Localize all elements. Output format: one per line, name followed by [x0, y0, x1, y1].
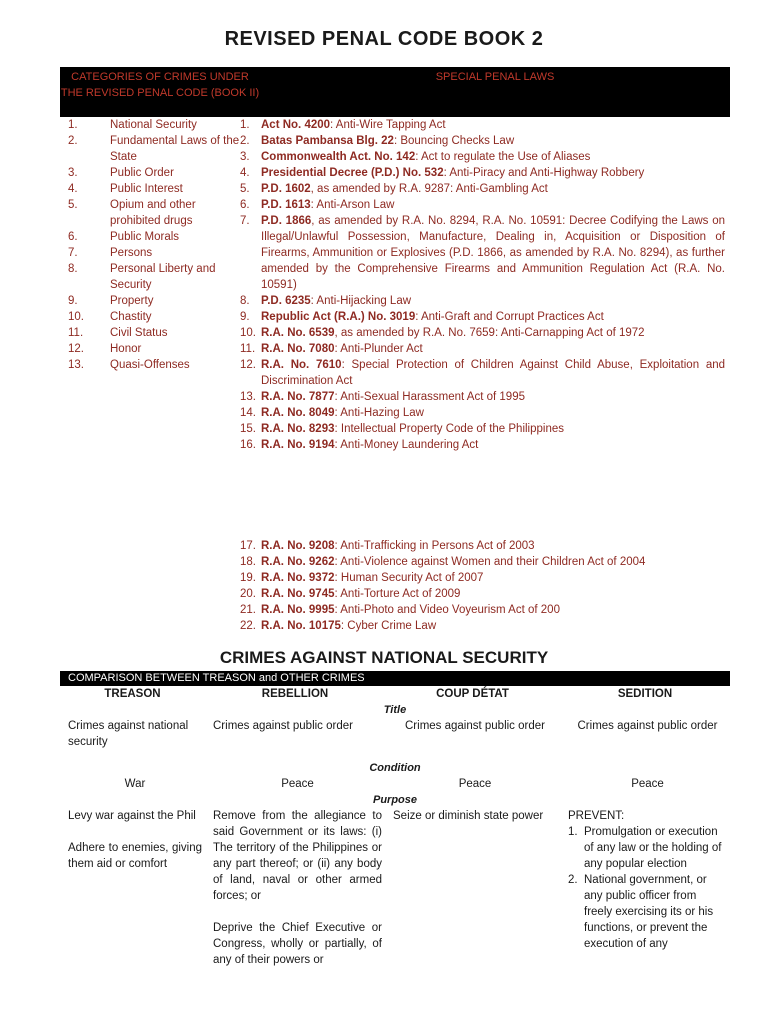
- col-rebellion: REBELLION: [261, 688, 329, 700]
- law-citation: R.A. No. 9262: [261, 556, 335, 568]
- law-number: 13.: [240, 391, 256, 403]
- condition-row: [60, 776, 730, 792]
- law-text: Commonwealth Act. No. 142: Act to regulate the Use of Aliases: [261, 151, 591, 163]
- purpose-rebellion-2: Deprive the Chief Executive or Congress, wholly or partially, of any of their powers or: [213, 922, 382, 966]
- category-item: [60, 293, 240, 309]
- law-citation: P.D. 1602: [261, 183, 311, 195]
- condition-coup: Peace: [458, 778, 492, 790]
- law-text: Republic Act (R.A.) No. 3019: Anti-Graft and Corrupt Practices Act: [261, 311, 604, 323]
- law-item: [240, 405, 725, 421]
- condition-treason: War: [124, 778, 146, 790]
- law-citation: R.A. No. 6539: [261, 327, 335, 339]
- law-text: Presidential Decree (P.D.) No. 532: Anti-Piracy and Anti-Highway Robbery: [261, 167, 645, 179]
- category-number: 4.: [68, 183, 78, 195]
- law-item: [240, 357, 725, 389]
- category-item: [60, 245, 240, 261]
- law-text: R.A. No. 9745: Anti-Torture Act of 2009: [261, 588, 461, 600]
- category-item: [60, 341, 240, 357]
- title-treason: Crimes against national security: [68, 720, 189, 748]
- law-item: [240, 570, 725, 586]
- law-number: 9.: [240, 311, 250, 323]
- law-item: [240, 602, 725, 618]
- col-treason: TREASON: [104, 688, 161, 700]
- law-citation: Batas Pambansa Blg. 22: [261, 135, 394, 147]
- law-item: [240, 309, 725, 325]
- condition-rebellion: Peace: [281, 778, 314, 790]
- comparison-bar: COMPARISON BETWEEN TREASON and OTHER CRIMES: [60, 671, 730, 686]
- law-number: 19.: [240, 572, 256, 584]
- category-label: National Security: [110, 119, 197, 131]
- law-citation: Commonwealth Act. No. 142: [261, 151, 416, 163]
- law-number: 18.: [240, 556, 256, 568]
- law-number: 16.: [240, 439, 256, 451]
- law-number: 5.: [240, 183, 250, 195]
- category-label: Personal Liberty and Security: [110, 263, 216, 291]
- law-number: 10.: [240, 327, 256, 339]
- law-number: 17.: [240, 540, 256, 552]
- purpose-treason-2: Adhere to enemies, giving them aid or comfort: [68, 842, 202, 870]
- law-citation: P.D. 1866: [261, 215, 312, 227]
- title-sedition: Crimes against public order: [577, 720, 718, 732]
- sedition-item-text: National government, or any public officer from freely exercising its or his functions, or prevent the execution of any: [584, 874, 714, 950]
- purpose-row: [60, 808, 730, 968]
- category-item: [60, 181, 240, 197]
- law-number: 4.: [240, 167, 250, 179]
- law-number: 8.: [240, 295, 250, 307]
- law-number: 15.: [240, 423, 256, 435]
- category-label: Public Order: [110, 167, 174, 179]
- sedition-item-number: 1.: [568, 826, 578, 838]
- category-number: 9.: [68, 295, 78, 307]
- law-text: R.A. No. 6539, as amended by R.A. No. 7659: Anti-Carnapping Act of 1972: [261, 327, 645, 339]
- law-text: P.D. 1602, as amended by R.A. 9287: Anti-Gambling Act: [261, 183, 548, 195]
- law-text: R.A. No. 8293: Intellectual Property Code of the Philippines: [261, 423, 564, 435]
- category-item: [60, 309, 240, 325]
- category-number: 10.: [68, 311, 84, 323]
- law-citation: R.A. No. 10175: [261, 620, 341, 632]
- law-item: [240, 437, 725, 453]
- column-headers: [60, 686, 730, 702]
- law-citation: R.A. No. 7610: [261, 359, 342, 371]
- category-label: Civil Status: [110, 327, 168, 339]
- category-item: [60, 325, 240, 341]
- title-rebellion: Crimes against public order: [213, 720, 353, 732]
- law-item: [240, 165, 725, 181]
- category-label: Chastity: [110, 311, 152, 323]
- category-number: 11.: [68, 327, 84, 339]
- law-text: R.A. No. 7877: Anti-Sexual Harassment Act of 1995: [261, 391, 525, 403]
- law-number: 1.: [240, 119, 250, 131]
- category-number: 13.: [68, 359, 84, 371]
- category-item: [60, 165, 240, 181]
- law-number: 22.: [240, 620, 256, 632]
- law-citation: R.A. No. 9745: [261, 588, 335, 600]
- special-laws-list: [240, 117, 725, 453]
- col-coup: COUP DÉTAT: [436, 688, 509, 700]
- condition-sedition: Peace: [631, 778, 664, 790]
- law-number: 6.: [240, 199, 250, 211]
- law-number: 3.: [240, 151, 250, 163]
- law-citation: R.A. No. 9208: [261, 540, 335, 552]
- law-text: R.A. No. 9194: Anti-Money Laundering Act: [261, 439, 479, 451]
- category-item: [60, 117, 240, 133]
- law-item: [240, 421, 725, 437]
- law-item: [240, 341, 725, 357]
- law-text: R.A. No. 9208: Anti-Trafficking in Persons Act of 2003: [261, 540, 535, 552]
- category-number: 8.: [68, 263, 78, 275]
- law-citation: R.A. No. 8049: [261, 407, 335, 419]
- purpose-treason: [60, 808, 205, 968]
- law-number: 7.: [240, 215, 250, 227]
- law-text: P.D. 1613: Anti-Arson Law: [261, 199, 395, 211]
- section-title: CRIMES AGAINST NATIONAL SECURITY: [219, 648, 549, 667]
- law-citation: R.A. No. 9372: [261, 572, 335, 584]
- title-coup: Crimes against public order: [405, 720, 545, 732]
- category-label: Persons: [110, 247, 153, 259]
- category-item: [60, 229, 240, 245]
- law-text: R.A. No. 9995: Anti-Photo and Video Voyeurism Act of 200: [261, 604, 560, 616]
- title-row: [60, 718, 730, 750]
- law-number: 2.: [240, 135, 250, 147]
- law-text: Batas Pambansa Blg. 22: Bouncing Checks Law: [261, 135, 515, 147]
- law-text: R.A. No. 7080: Anti-Plunder Act: [261, 343, 423, 355]
- law-item: [240, 133, 725, 149]
- law-citation: R.A. No. 9995: [261, 604, 335, 616]
- comparison-table: [60, 686, 730, 968]
- law-item: [240, 181, 725, 197]
- law-citation: P.D. 1613: [261, 199, 311, 211]
- law-citation: Act No. 4200: [261, 119, 331, 131]
- subhead-purpose: Purpose: [372, 794, 417, 806]
- law-citation: R.A. No. 7080: [261, 343, 335, 355]
- category-item: [60, 357, 240, 373]
- law-citation: R.A. No. 9194: [261, 439, 335, 451]
- law-number: 14.: [240, 407, 256, 419]
- category-item: [60, 133, 240, 165]
- law-citation: R.A. No. 7877: [261, 391, 335, 403]
- special-laws-list-continued: [240, 538, 725, 634]
- law-citation: Republic Act (R.A.) No. 3019: [261, 311, 416, 323]
- category-number: 1.: [68, 119, 78, 131]
- law-item: [240, 586, 725, 602]
- purpose-rebellion-1: Remove from the allegiance to said Government or its laws: (i) The territory of the Philippines or any part thereof; or (ii) any body of land, naval or other armed forces; or: [213, 810, 382, 902]
- law-item: [240, 538, 725, 554]
- law-item: [240, 293, 725, 309]
- law-text: R.A. No. 7610: Special Protection of Children Against Child Abuse, Exploitation and Discrimination Act: [261, 359, 726, 387]
- header-special-laws: SPECIAL PENAL LAWS: [435, 71, 555, 83]
- sedition-intro: PREVENT:: [568, 810, 625, 822]
- law-item: [240, 554, 725, 570]
- law-item: [240, 213, 725, 293]
- law-number: 11.: [240, 343, 256, 355]
- law-number: 21.: [240, 604, 256, 616]
- category-number: 2.: [68, 135, 78, 147]
- category-item: [60, 197, 240, 229]
- law-number: 20.: [240, 588, 256, 600]
- law-citation: Presidential Decree (P.D.) No. 532: [261, 167, 444, 179]
- category-label: Public Morals: [110, 231, 180, 243]
- category-number: 3.: [68, 167, 78, 179]
- law-text: Act No. 4200: Anti-Wire Tapping Act: [261, 119, 446, 131]
- sedition-item: [568, 824, 727, 872]
- law-text: P.D. 1866, as amended by R.A. No. 8294, R.A. No. 10591: Decree Codifying the Laws on Illegal/Unlawful Possession, Manufacture, Dealing in, Acquisition or Disposition of Firearms, Ammunition or Explosives (P.D. 1866, as amended by R.A. No. 8294), as further amended by the Comprehensive Firearms and Ammunition Regulation Act (R.A. No. 10591): [261, 215, 725, 291]
- category-item: [60, 261, 240, 293]
- purpose-coup: Seize or diminish state power: [393, 810, 544, 822]
- law-citation: P.D. 6235: [261, 295, 311, 307]
- category-number: 7.: [68, 247, 78, 259]
- law-item: [240, 149, 725, 165]
- sedition-item-number: 2.: [568, 874, 578, 886]
- table-header: [60, 67, 730, 117]
- law-text: R.A. No. 8049: Anti-Hazing Law: [261, 407, 424, 419]
- law-number: 12.: [240, 359, 256, 371]
- law-item: [240, 197, 725, 213]
- category-label: Honor: [110, 343, 142, 355]
- law-item: [240, 117, 725, 133]
- law-text: R.A. No. 10175: Cyber Crime Law: [261, 620, 437, 632]
- category-label: Fundamental Laws of the State: [110, 135, 240, 163]
- category-number: 6.: [68, 231, 78, 243]
- purpose-sedition: [560, 808, 730, 968]
- category-number: 5.: [68, 199, 78, 211]
- sedition-list: [568, 824, 727, 952]
- category-label: Opium and other prohibited drugs: [110, 199, 196, 227]
- subhead-condition: Condition: [369, 762, 421, 774]
- purpose-treason-1: Levy war against the Phil: [68, 810, 196, 822]
- purpose-rebellion: [205, 808, 385, 968]
- sedition-item: [568, 872, 727, 952]
- subhead-title: Title: [383, 704, 407, 716]
- categories-list: [60, 117, 240, 373]
- law-citation: R.A. No. 8293: [261, 423, 335, 435]
- law-item: [240, 618, 725, 634]
- category-number: 12.: [68, 343, 84, 355]
- category-label: Quasi-Offenses: [110, 359, 190, 371]
- page-title: REVISED PENAL CODE BOOK 2: [224, 28, 544, 50]
- law-text: R.A. No. 9262: Anti-Violence against Women and their Children Act of 2004: [261, 556, 646, 568]
- header-categories: CATEGORIES OF CRIMES UNDER THE REVISED PENAL CODE (BOOK II): [60, 71, 260, 99]
- law-item: [240, 325, 725, 341]
- category-label: Public Interest: [110, 183, 183, 195]
- category-label: Property: [110, 295, 154, 307]
- law-text: R.A. No. 9372: Human Security Act of 2007: [261, 572, 484, 584]
- sedition-item-text: Promulgation or execution of any law or the holding of any popular election: [584, 826, 722, 870]
- law-text: P.D. 6235: Anti-Hijacking Law: [261, 295, 412, 307]
- col-sedition: SEDITION: [617, 688, 673, 700]
- law-item: [240, 389, 725, 405]
